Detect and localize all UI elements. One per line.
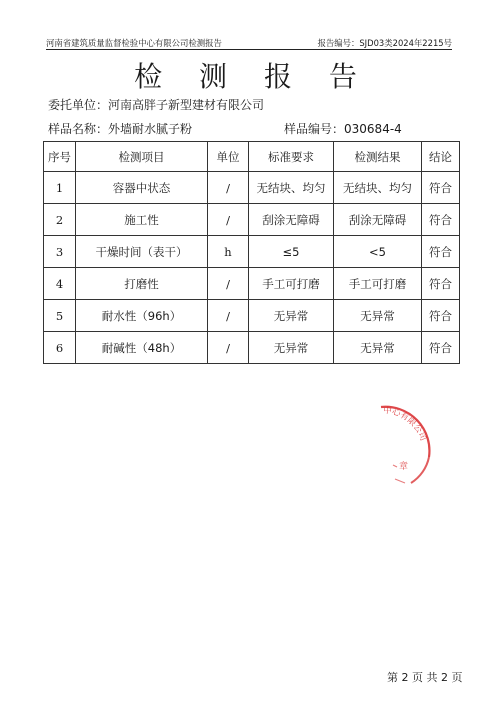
sample-code <box>284 120 402 137</box>
col-header-standard: 标准要求 <box>249 142 334 172</box>
seal-arc-text-path: 中心有限公司 <box>382 405 429 443</box>
cell-no: 6 <box>44 332 76 364</box>
sample-name-value: 外墙耐水腻子粉 <box>108 122 193 136</box>
header-report-number: 报告编号：SJD03类2024年2215号 <box>317 38 452 48</box>
cell-standard: 无异常 <box>249 332 334 364</box>
cell-unit: / <box>208 268 249 300</box>
sample-code-value: 030684-4 <box>344 122 402 136</box>
header-org: 河南省建筑质量监督检验中心有限公司检测报告 <box>46 38 222 48</box>
table-header-row <box>44 142 460 172</box>
col-header-no: 序号 <box>44 142 76 172</box>
page-indicator: 第 2 页 共 2 页 <box>387 671 463 684</box>
cell-standard: ≤5 <box>249 236 334 268</box>
table-row <box>44 172 460 204</box>
cell-unit: / <box>208 204 249 236</box>
cell-item: 耐水性（96h） <box>76 300 208 332</box>
cell-no: 5 <box>44 300 76 332</box>
cell-conclusion: 符合 <box>422 204 460 236</box>
cell-no: 2 <box>44 204 76 236</box>
cell-no: 4 <box>44 268 76 300</box>
cell-conclusion: 符合 <box>422 332 460 364</box>
cell-item: 施工性 <box>76 204 208 236</box>
cell-result: <5 <box>334 236 422 268</box>
cell-no: 3 <box>44 236 76 268</box>
client-label: 委托单位： <box>48 98 109 112</box>
cell-standard: 刮涂无障碍 <box>249 204 334 236</box>
cell-item: 打磨性 <box>76 268 208 300</box>
sample-name-label: 样品名称： <box>48 122 109 136</box>
col-header-conclusion: 结论 <box>422 142 460 172</box>
cell-result: 刮涂无障碍 <box>334 204 422 236</box>
cell-standard: 无异常 <box>249 300 334 332</box>
cell-item: 容器中状态 <box>76 172 208 204</box>
sample-code-label: 样品编号： <box>284 122 345 136</box>
table-row <box>44 204 460 236</box>
table-row <box>44 268 460 300</box>
cell-no: 1 <box>44 172 76 204</box>
cell-unit: / <box>208 300 249 332</box>
client-line <box>48 96 264 113</box>
cell-result: 手工可打磨 <box>334 268 422 300</box>
col-header-result: 检测结果 <box>334 142 422 172</box>
cell-result: 无结块、均匀 <box>334 172 422 204</box>
header-divider <box>46 49 452 50</box>
client-value: 河南高胖子新型建材有限公司 <box>108 98 265 112</box>
cell-item: 干燥时间（表干） <box>76 236 208 268</box>
cell-standard: 手工可打磨 <box>249 268 334 300</box>
official-seal <box>375 395 445 495</box>
col-header-unit: 单位 <box>208 142 249 172</box>
cell-result: 无异常 <box>334 332 422 364</box>
cell-conclusion: 符合 <box>422 300 460 332</box>
cell-unit: h <box>208 236 249 268</box>
seal-suffix: 章 <box>399 462 409 472</box>
cell-conclusion: 符合 <box>422 236 460 268</box>
table-row <box>44 300 460 332</box>
cell-item: 耐碱性（48h） <box>76 332 208 364</box>
cell-standard: 无结块、均匀 <box>249 172 334 204</box>
results-table <box>43 141 460 364</box>
table-row <box>44 332 460 364</box>
page-title: 检 测 报 告 <box>134 60 371 93</box>
col-header-item: 检测项目 <box>76 142 208 172</box>
cell-conclusion: 符合 <box>422 268 460 300</box>
cell-unit: / <box>208 332 249 364</box>
cell-conclusion: 符合 <box>422 172 460 204</box>
sample-name <box>48 120 192 137</box>
cell-unit: / <box>208 172 249 204</box>
table-row <box>44 236 460 268</box>
cell-result: 无异常 <box>334 300 422 332</box>
seal-lower-arc <box>411 457 429 483</box>
